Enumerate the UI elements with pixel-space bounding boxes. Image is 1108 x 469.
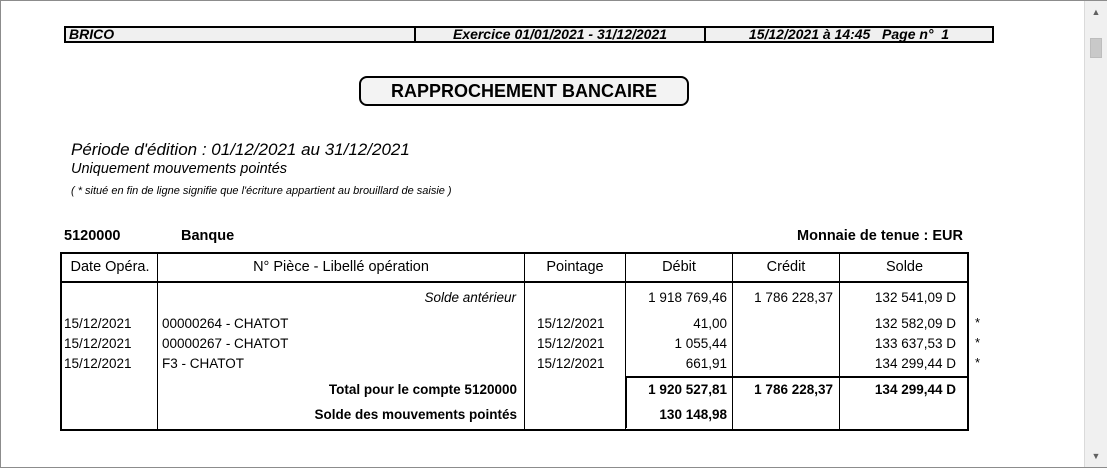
scroll-down-icon[interactable]: ▼: [1091, 451, 1101, 461]
row-debit: 1 055,44: [674, 336, 727, 351]
row-debit: 41,00: [693, 316, 727, 331]
col-debit: Débit: [662, 259, 696, 275]
col-solde: Solde: [885, 259, 924, 275]
row-libelle: 00000264 - CHATOT: [162, 316, 289, 331]
header-company: BRICO: [64, 26, 416, 43]
row-pointage: 15/12/2021: [537, 336, 605, 351]
row-libelle: 00000267 - CHATOT: [162, 336, 289, 351]
col-libelle: N° Pièce - Libellé opération: [253, 259, 429, 275]
total-separator: [625, 376, 969, 378]
row-solde: 132 582,09 D: [874, 316, 956, 331]
row-solde: 133 637,53 D: [874, 336, 956, 351]
col-pointage: Pointage: [546, 259, 604, 275]
vertical-scrollbar[interactable]: [1084, 1, 1107, 467]
opening-label: Solde antérieur: [424, 290, 516, 305]
col-divider: [157, 252, 158, 429]
scroll-up-icon[interactable]: ▲: [1091, 7, 1101, 17]
row-date: 15/12/2021: [64, 316, 132, 331]
scroll-thumb[interactable]: [1090, 38, 1102, 58]
row-date: 15/12/2021: [64, 336, 132, 351]
draft-flag: *: [975, 335, 981, 350]
edition-period: Période d'édition : 01/12/2021 au 31/12/2021: [71, 140, 410, 159]
table-header: [62, 252, 967, 283]
account-number: 5120000: [64, 228, 121, 244]
draft-flag: *: [975, 315, 981, 330]
ledger-table: [60, 252, 981, 431]
currency-label: Monnaie de tenue : EUR: [797, 228, 963, 244]
opening-credit: 1 786 228,37: [754, 290, 833, 305]
total-debit: 1 920 527,81: [648, 382, 727, 397]
opening-solde: 132 541,09 D: [874, 290, 956, 305]
row-pointage: 15/12/2021: [537, 316, 605, 331]
row-pointage: 15/12/2021: [537, 356, 605, 371]
col-credit: Crédit: [766, 259, 806, 275]
col-divider: [524, 252, 525, 429]
draft-note: ( * situé en fin de ligne signifie que l'écriture appartient au brouillard de saisie ): [71, 185, 452, 197]
opening-debit: 1 918 769,46: [648, 290, 727, 305]
total-credit: 1 786 228,37: [754, 382, 833, 397]
pointes-label: Solde des mouvements pointés: [314, 407, 517, 422]
row-libelle: F3 - CHATOT: [162, 356, 245, 371]
row-solde: 134 299,44 D: [874, 356, 956, 371]
row-date: 15/12/2021: [64, 356, 132, 371]
total-label: Total pour le compte 5120000: [328, 382, 517, 397]
col-divider: [732, 252, 733, 429]
header-exercise: Exercice 01/01/2021 - 31/12/2021: [414, 26, 706, 43]
report-title: RAPPROCHEMENT BANCAIRE: [359, 76, 689, 106]
total-solde: 134 299,44 D: [874, 382, 956, 397]
row-debit: 661,91: [685, 356, 727, 371]
col-date: Date Opéra.: [70, 259, 150, 275]
header-print-date: 15/12/2021 à 14:45 Page n° 1: [704, 26, 994, 43]
filter-label: Uniquement mouvements pointés: [71, 161, 288, 177]
draft-flag: *: [975, 355, 981, 370]
pointes-debit: 130 148,98: [659, 407, 727, 422]
account-name: Banque: [181, 228, 235, 244]
